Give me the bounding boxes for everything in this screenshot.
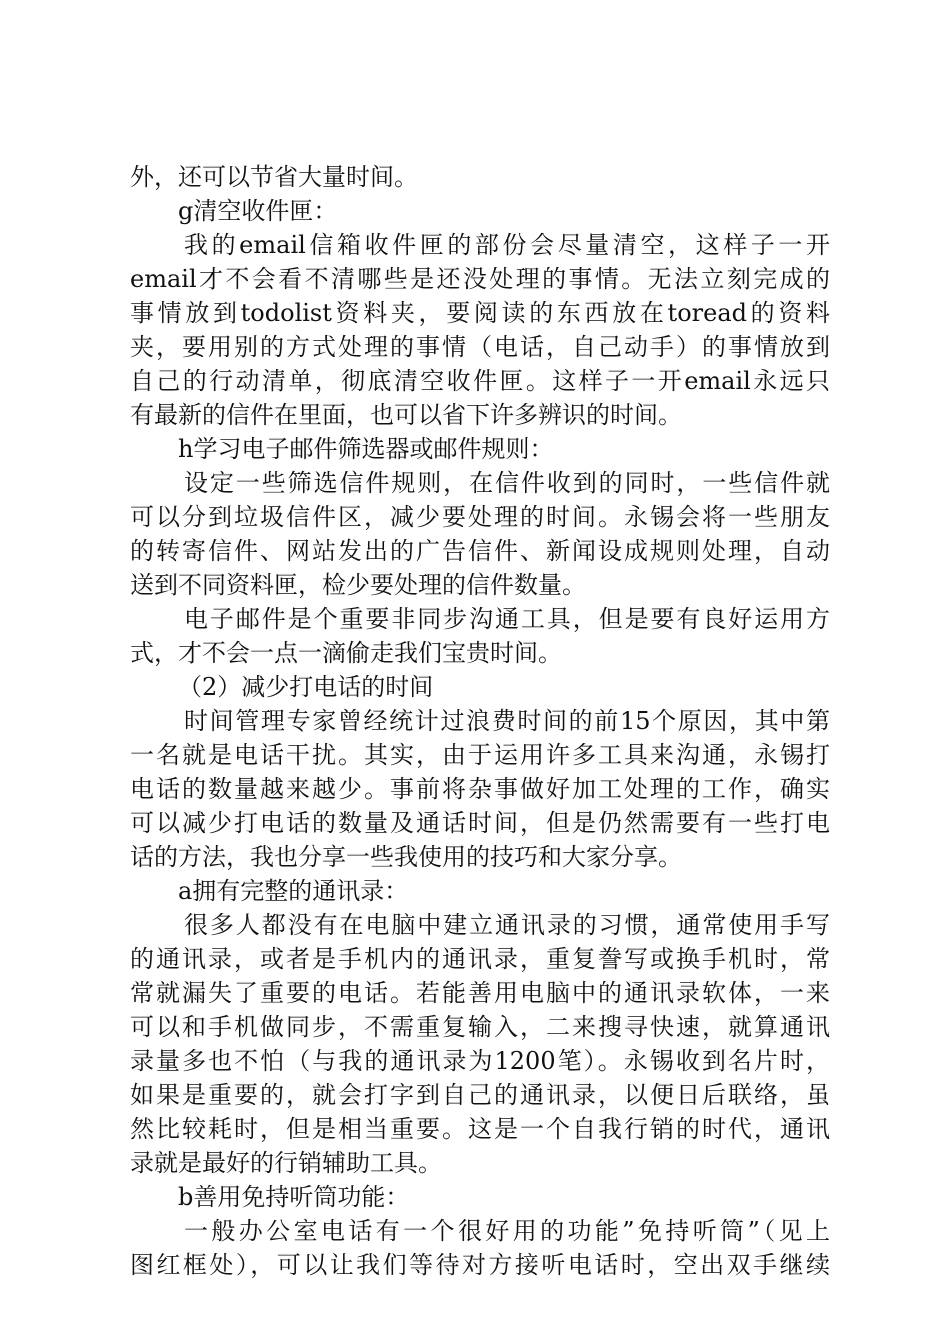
- text-line: 如果是重要的，就会打字到自己的通讯录，以便日后联络，虽: [130, 1081, 830, 1109]
- text-line: 设定一些筛选信件规则，在信件收到的同时，一些信件就: [184, 469, 830, 497]
- text-line: 时间管理专家曾经统计过浪费时间的前15个原因，其中第: [184, 707, 830, 735]
- section-heading: b善用免持听筒功能：: [178, 1183, 410, 1211]
- document-page: [130, 160, 830, 1282]
- text-line: 的转寄信件、网站发出的广告信件、新闻设成规则处理，自动: [130, 537, 830, 565]
- section-heading: g清空收件匣：: [178, 197, 338, 225]
- text-line: 可以减少打电话的数量及通话时间，但是仍然需要有一些打电: [130, 809, 830, 837]
- text-line: 然比较耗时，但是相当重要。这是一个自我行销的时代，通讯: [130, 1115, 830, 1143]
- text-line: 式，才不会一点一滴偷走我们宝贵时间。: [130, 639, 562, 667]
- text-line: 图红框处），可以让我们等待对方接听电话时，空出双手继续: [130, 1251, 830, 1279]
- text-line: 一名就是电话干扰。其实，由于运用许多工具来沟通，永锡打: [130, 741, 830, 769]
- text-line: 自己的行动清单，彻底清空收件匣。这样子一开email永远只: [130, 367, 830, 395]
- text-line: 话的方法，我也分享一些我使用的技巧和大家分享。: [130, 843, 682, 871]
- text-line: 录就是最好的行销辅助工具。: [130, 1149, 442, 1177]
- section-heading: h学习电子邮件筛选器或邮件规则：: [178, 435, 554, 463]
- text-line: 可以和手机做同步，不需重复输入，二来搜寻快速，就算通讯: [130, 1013, 830, 1041]
- text-line: 夹，要用别的方式处理的事情（电话，自己动手）的事情放到: [130, 333, 830, 361]
- text-line: 送到不同资料匣，检少要处理的信件数量。: [130, 571, 586, 599]
- text-line: 电子邮件是个重要非同步沟通工具，但是要有良好运用方: [184, 605, 830, 633]
- text-line: 常就漏失了重要的电话。若能善用电脑中的通讯录软体，一来: [130, 979, 830, 1007]
- text-line: 很多人都没有在电脑中建立通讯录的习惯，通常使用手写: [184, 911, 830, 939]
- text-line: 可以分到垃圾信件区，减少要处理的时间。永锡会将一些朋友: [130, 503, 830, 531]
- text-line: 有最新的信件在里面，也可以省下许多辨识的时间。: [130, 401, 682, 429]
- text-line: 电话的数量越来越少。事前将杂事做好加工处理的工作，确实: [130, 775, 830, 803]
- text-line: 的通讯录，或者是手机内的通讯录，重复誊写或换手机时，常: [130, 945, 830, 973]
- text-line: email才不会看不清哪些是还没处理的事情。无法立刻完成的: [130, 265, 830, 293]
- text-line: 事情放到todolist资料夹，要阅读的东西放在toread的资料: [130, 299, 830, 327]
- section-heading: a拥有完整的通讯录：: [178, 877, 409, 905]
- text-line: 一般办公室电话有一个很好用的功能”免持听筒”（见上: [184, 1217, 830, 1245]
- text-line: 外，还可以节省大量时间。: [130, 163, 418, 191]
- text-line: 录量多也不怕（与我的通讯录为1200笔）。永锡收到名片时，: [130, 1047, 830, 1075]
- text-line: 我的email信箱收件匣的部份会尽量清空，这样子一开: [184, 231, 830, 259]
- section-heading: （2）减少打电话的时间: [178, 673, 434, 701]
